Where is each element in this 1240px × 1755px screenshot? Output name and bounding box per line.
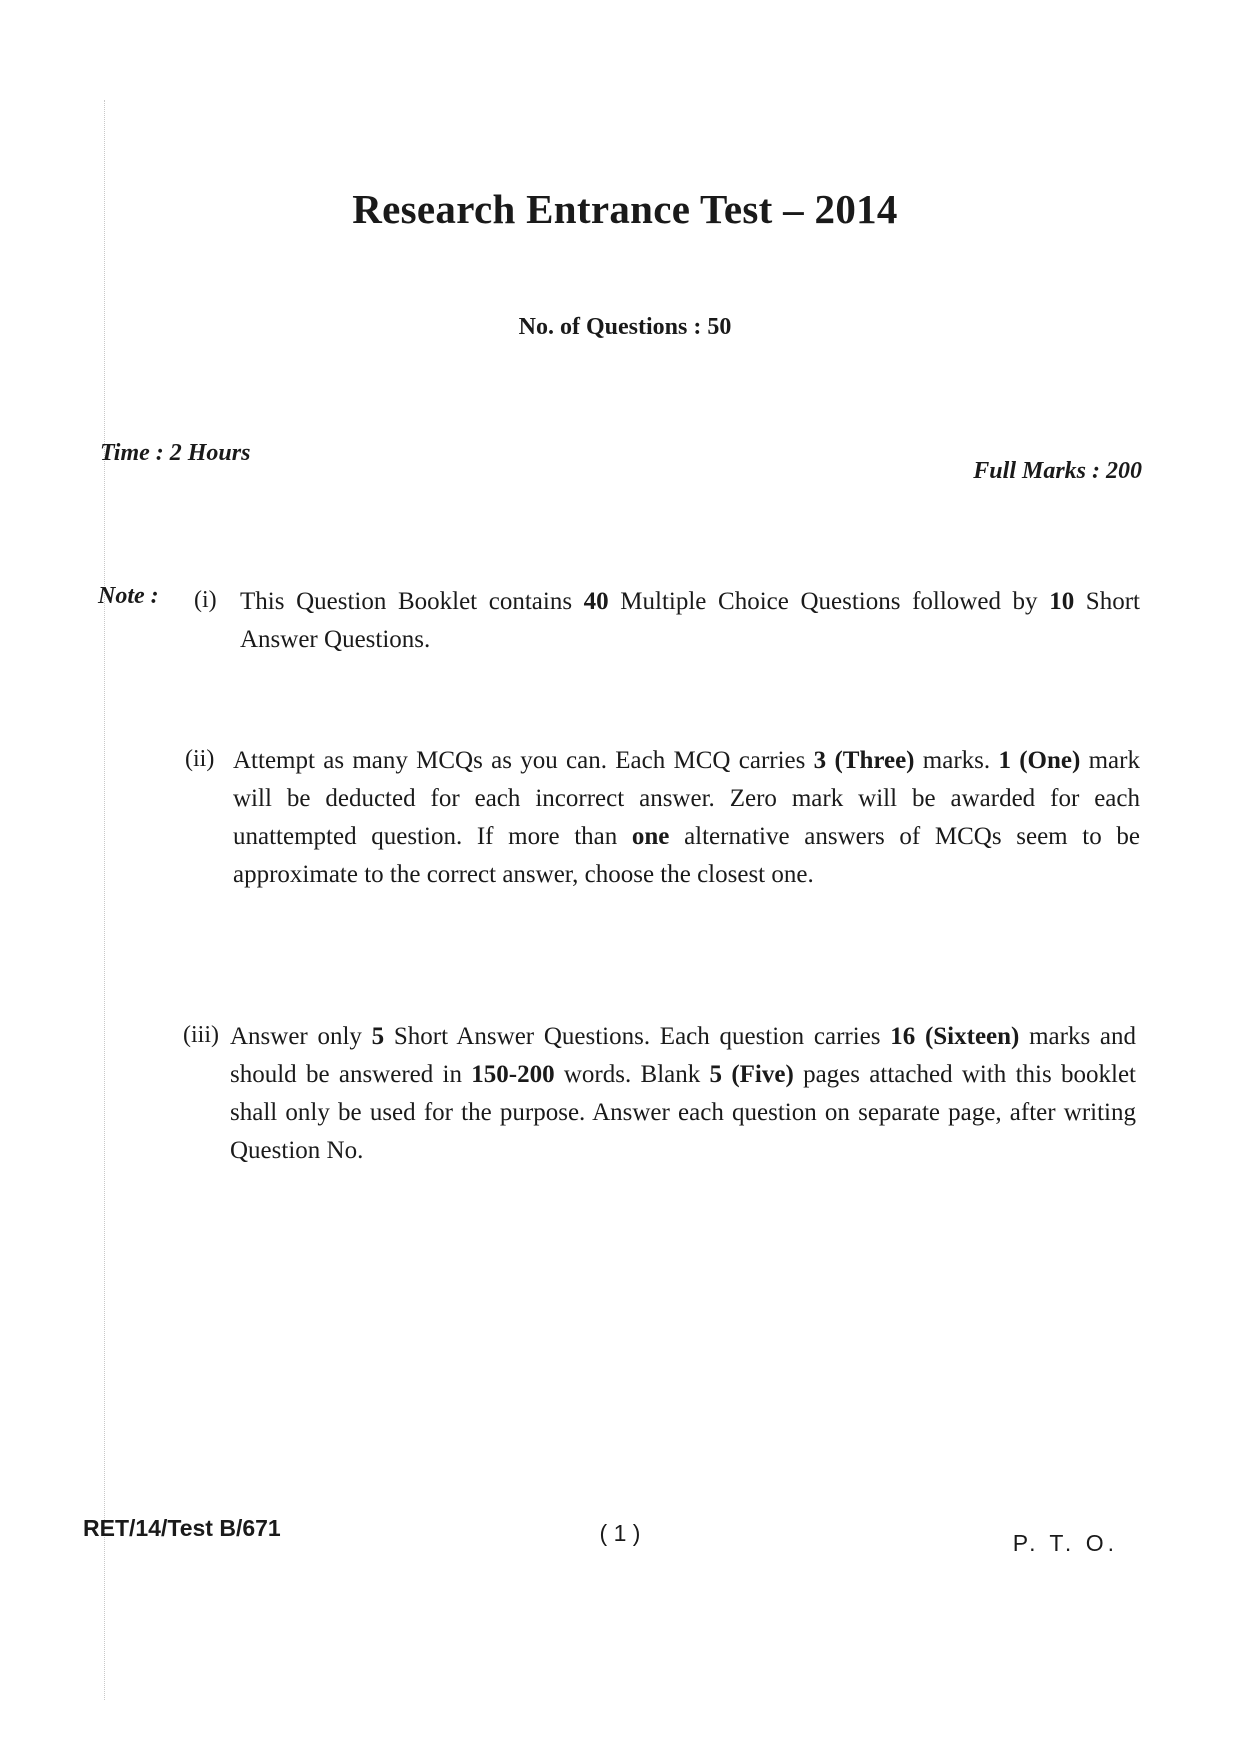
note-text-segment: This Question Booklet contains <box>240 588 584 615</box>
number-of-questions: No. of Questions : 50 <box>518 314 732 340</box>
note-item-2 <box>233 742 1140 894</box>
note-item-number: (i) <box>194 587 217 613</box>
note-text-segment: Multiple Choice Questions followed by <box>608 588 1050 615</box>
note-item-1 <box>240 583 1140 659</box>
note-label: Note : <box>98 583 159 609</box>
note-text-segment: marks. <box>914 747 999 774</box>
note-item-3 <box>230 1018 1136 1170</box>
note-text-segment: Answer only <box>230 1023 372 1050</box>
test-code: RET/14/Test B/671 <box>83 1515 281 1541</box>
note-text-segment: Short Answer Questions. <box>240 588 1140 653</box>
note-item-number: (iii) <box>183 1022 219 1048</box>
note-text-segment: mark will be deducted for each incorrect answer. Zero mark will be awarded for each unattempted question. If more than <box>233 747 1140 850</box>
note-text-segment: words. Blank <box>554 1061 710 1088</box>
note-text-segment: one <box>631 823 670 850</box>
full-marks: Full Marks : 200 <box>973 458 1142 484</box>
note-text-segment: 1 (One) <box>998 747 1081 774</box>
note-text-segment: Attempt as many MCQs as you can. Each MCQ carries <box>233 747 814 774</box>
page-title: Research Entrance Test – 2014 <box>352 186 898 232</box>
note-text-segment: 40 <box>583 588 609 615</box>
please-turn-over: P. T. O. <box>1012 1530 1118 1556</box>
note-item-number: (ii) <box>185 746 215 772</box>
note-text-segment: 5 <box>371 1023 385 1050</box>
note-text-segment: 10 <box>1049 588 1075 615</box>
note-text-segment: 3 (Three) <box>813 747 915 774</box>
page-number: ( 1 ) <box>599 1520 641 1546</box>
note-text-segment: alternative answers of MCQs seem to be approximate to the correct answer, choose the closest one. <box>233 823 1140 888</box>
note-text-segment: pages attached with this booklet shall only be used for the purpose. Answer each question on separate page, after writing Question No. <box>230 1061 1136 1164</box>
note-text-segment: Short Answer Questions. Each question carries <box>384 1023 891 1050</box>
note-text-segment: 150-200 <box>471 1061 555 1088</box>
time-allowed: Time : 2 Hours <box>100 440 251 466</box>
note-text-segment: 16 (Sixteen) <box>890 1023 1020 1050</box>
note-text-segment: 5 (Five) <box>709 1061 794 1088</box>
note-text-segment: marks and should be answered in <box>230 1023 1136 1088</box>
